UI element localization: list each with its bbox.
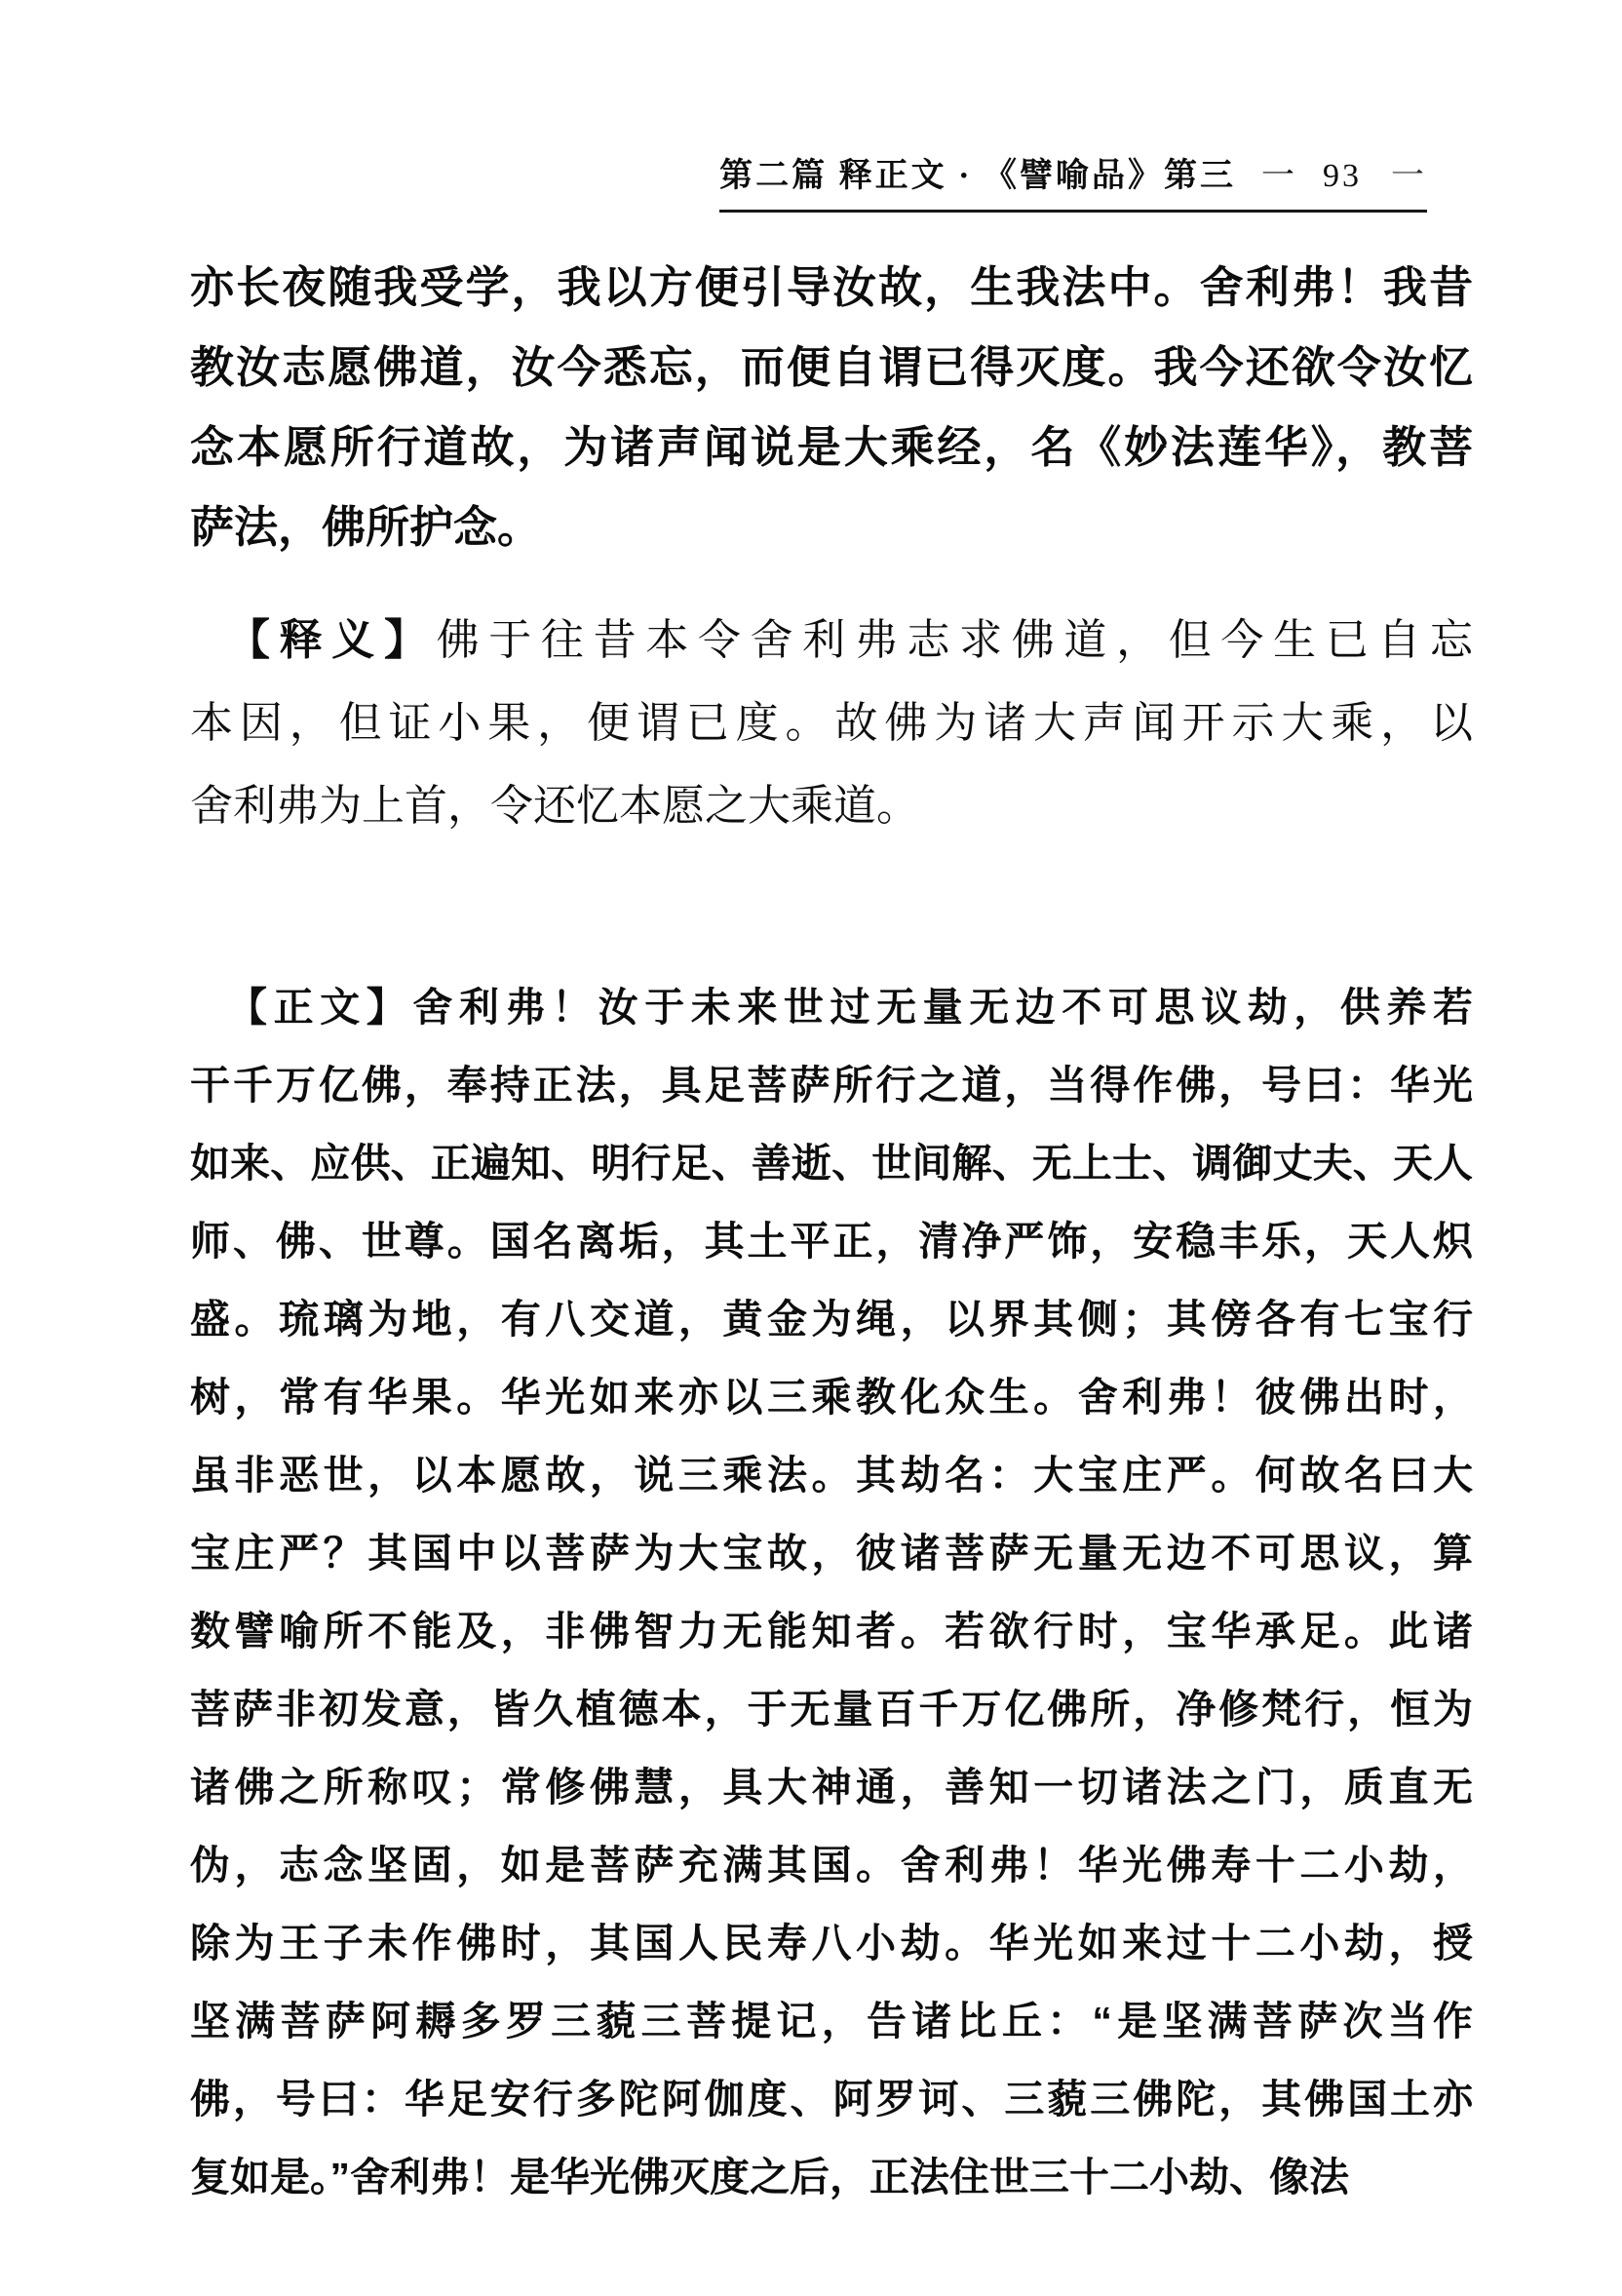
- text-line: 佛，号曰：华足安行多陀阿伽度、阿罗诃、三藐三佛陀，其佛国土亦: [190, 2077, 1473, 2121]
- text-line: 盛。琉璃为地，有八交道，黄金为绳，以界其侧；其傍各有七宝行: [190, 1297, 1473, 1342]
- section-label: 【释义】: [227, 616, 437, 664]
- text-line: 诸佛之所称叹；常修佛慧，具大神通，善知一切诸法之门，质直无: [190, 1765, 1473, 1810]
- text-line: 复如是。”舍利弗！是华光佛灭度之后，正法住世三十二小劫、像法: [190, 2155, 1349, 2199]
- page-number-dash-right: 一: [1391, 158, 1427, 194]
- text-line: 【释义】佛于往昔本令舍利弗志求佛道，但今生已自忘: [227, 616, 1473, 664]
- text-line: 坚满菩萨阿耨多罗三藐三菩提记，告诸比丘：“是坚满菩萨次当作: [190, 1999, 1473, 2043]
- text-line: 数譬喻所不能及，非佛智力无能知者。若欲行时，宝华承足。此诸: [190, 1609, 1473, 1654]
- sutra-quote-continued: [190, 248, 1473, 567]
- text-line: 【正文】舍利弗！汝于未来世过无量无边不可思议劫，供养若: [227, 985, 1473, 1030]
- sutra-main-paragraph: [190, 968, 1473, 2216]
- text-line: 虽非恶世，以本愿故，说三乘法。其劫名：大宝庄严。何故名曰大: [190, 1453, 1473, 1498]
- text-line: 树，常有华果。华光如来亦以三乘教化众生。舍利弗！彼佛出时，: [190, 1375, 1473, 1420]
- text-line: 除为王子未作佛时，其国人民寿八小劫。华光如来过十二小劫，授: [190, 1921, 1473, 1965]
- header-title: 第二篇 释正文 · 《譬喻品》第三: [719, 158, 1236, 194]
- text-line: 宝庄严？其国中以菩萨为大宝故，彼诸菩萨无量无边不可思议，算: [190, 1531, 1473, 1576]
- text-line: 亦长夜随我受学，我以方便引导汝故，生我法中。舍利弗！我昔: [190, 262, 1473, 312]
- text-line: 师、佛、世尊。国名离垢，其土平正，清净严饰，安稳丰乐，天人炽: [190, 1219, 1473, 1264]
- header-rule: [719, 148, 1427, 213]
- text-line: 菩萨非初发意，皆久植德本，于无量百千万亿佛所，净修梵行，恒为: [190, 1687, 1473, 1732]
- text-line: 干千万亿佛，奉持正法，具足菩萨所行之道，当得作佛，号曰：华光: [190, 1063, 1473, 1108]
- body-text: [190, 248, 1473, 2216]
- section-label: 【正文】: [227, 985, 413, 1030]
- page-number: 93: [1323, 158, 1362, 194]
- running-header: [0, 0, 1622, 213]
- text-line: 如来、应供、正遍知、明行足、善逝、世间解、无上士、调御丈夫、天人: [190, 1141, 1473, 1186]
- commentary-paragraph: [190, 599, 1473, 847]
- page-number-dash-left: 一: [1261, 158, 1297, 194]
- text-line: 念本愿所行道故，为诸声闻说是大乘经，名《妙法莲华》，教菩: [190, 422, 1473, 472]
- text-line: 本因，但证小果，便谓已度。故佛为诸大声闻开示大乘，以: [190, 699, 1473, 747]
- text-line: 舍利弗为上首，令还忆本愿之大乘道。: [190, 782, 919, 830]
- text-line: 伪，志念坚固，如是菩萨充满其国。舍利弗！华光佛寿十二小劫，: [190, 1843, 1473, 1887]
- text-line: 萨法，佛所护念。: [190, 502, 542, 552]
- text-line: 教汝志愿佛道，汝今悉忘，而便自谓已得灭度。我今还欲令汝忆: [190, 342, 1473, 392]
